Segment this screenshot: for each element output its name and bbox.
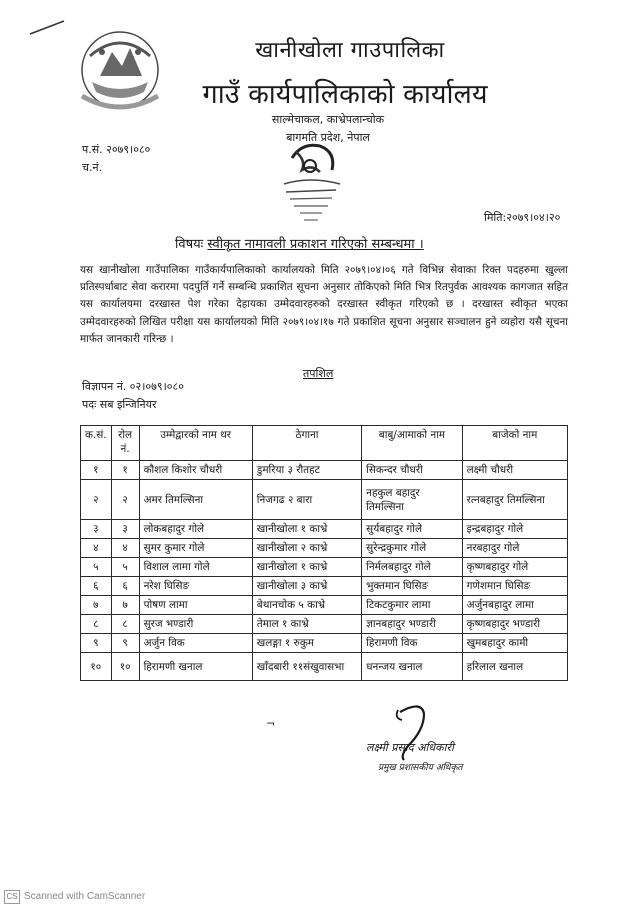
col-header-parent: बाबु/आमाको नाम: [362, 426, 462, 461]
address-line-1: साल्मेचाकल, काभ्रेपलान्चोक: [271, 113, 385, 126]
cell-candidate: नरेश घिसिङ: [139, 577, 252, 596]
col-header-roll: रोल नं.: [111, 426, 139, 461]
cell-roll: ७: [111, 596, 139, 615]
col-header-sn: क.सं.: [81, 426, 112, 461]
cell-candidate: विशाल लामा गोले: [139, 558, 252, 577]
cell-grandparent: अर्जुनबहादुर लामा: [462, 596, 567, 615]
post-name: पदः सब इन्जिनियर: [82, 398, 157, 411]
table-row: [81, 480, 568, 520]
cell-roll: ५: [111, 558, 139, 577]
stray-mark: ¬: [266, 717, 276, 730]
cell-candidate: लोकबहादुर गोले: [139, 520, 252, 539]
scanner-footer: [4, 890, 145, 904]
table-row: [81, 615, 568, 634]
cell-parent: निर्मलबहादुर गोले: [362, 558, 462, 577]
signatory-title: प्रमुख प्रशासकीय अधिकृत: [378, 763, 463, 773]
table-row: [81, 577, 568, 596]
cell-grandparent: लक्ष्मी चौधरी: [462, 461, 567, 480]
table-row: [81, 653, 568, 681]
cell-roll: १०: [111, 653, 139, 681]
cell-parent: सिकन्दर चौधरी: [362, 461, 462, 480]
cell-parent: सुरेन्द्रकुमार गोले: [362, 539, 462, 558]
cell-candidate: अर्जुन विक: [139, 634, 252, 653]
cell-grandparent: रत्नबहादुर तिमल्सिना: [462, 480, 567, 520]
letter-date: मिति:२०७९।०४।२०: [484, 211, 561, 224]
candidates-table: [80, 425, 568, 681]
table-row: [81, 634, 568, 653]
cell-sn: १०: [81, 653, 112, 681]
cell-address: खानीखोला ३ काभ्रे: [252, 577, 361, 596]
cell-sn: ७: [81, 596, 112, 615]
table-row: [81, 558, 568, 577]
cell-sn: ९: [81, 634, 112, 653]
cell-address: खानीखोला १ काभ्रे: [252, 520, 361, 539]
cell-grandparent: हरिलाल खनाल: [462, 653, 567, 681]
office-stamp-icon: [262, 136, 358, 228]
address-line-2: बागमति प्रदेश, नेपाल: [286, 131, 370, 144]
cell-grandparent: गणेशमान घिसिङ: [462, 577, 567, 596]
cell-sn: ६: [81, 577, 112, 596]
cell-address: बेथानचोक ५ काभ्रे: [252, 596, 361, 615]
dispatch-number: च.नं.: [82, 161, 103, 174]
table-row: [81, 461, 568, 480]
table-row: [81, 596, 568, 615]
subject-label: विषयः: [175, 237, 204, 252]
signatory-name: लक्ष्मी प्रसाद अधिकारी: [366, 741, 454, 754]
cell-parent: धनन्जय खनाल: [362, 653, 462, 681]
cell-sn: ४: [81, 539, 112, 558]
cell-candidate: हिरामणी खनाल: [139, 653, 252, 681]
subject-line: [175, 234, 424, 252]
table-header-row: [81, 426, 568, 461]
cell-candidate: कौशल किशोर चौधरी: [139, 461, 252, 480]
cell-roll: ८: [111, 615, 139, 634]
municipality-title: खानीखोला गाउपालिका: [255, 38, 445, 63]
cell-address: खलङ्गा १ रुकुम: [252, 634, 361, 653]
cell-sn: १: [81, 461, 112, 480]
cell-roll: ४: [111, 539, 139, 558]
cell-grandparent: कृष्णबहादुर गोले: [462, 558, 567, 577]
cell-parent: हिरामणी विक: [362, 634, 462, 653]
cell-candidate: सुरज भण्डारी: [139, 615, 252, 634]
cell-sn: २: [81, 480, 112, 520]
cell-roll: १: [111, 461, 139, 480]
reference-number: प.सं. २०७९।०८०: [82, 143, 151, 156]
cell-address: डुमरिया ३ रौतहट: [252, 461, 361, 480]
cell-grandparent: कृष्णबहादुर भण्डारी: [462, 615, 567, 634]
cell-roll: २: [111, 480, 139, 520]
table-row: [81, 520, 568, 539]
cell-roll: ६: [111, 577, 139, 596]
cell-address: तेमाल १ काभ्रे: [252, 615, 361, 634]
advertisement-number: विज्ञापन नं. ०२।०७९।०८०: [82, 380, 184, 393]
cell-candidate: अमर तिमल्सिना: [139, 480, 252, 520]
cell-parent: नहकुल बहादुर तिमल्सिना: [362, 480, 462, 520]
cell-candidate: सुमर कुमार गोले: [139, 539, 252, 558]
cell-grandparent: नरबहादुर गोले: [462, 539, 567, 558]
notice-body: यस खानीखोला गाउँपालिका गाउँकार्यपालिकाको कार्यालयको मिति २०७९।०४।०६ गते विभिन्न सेवाका रिक्त पदहरुमा खुल्ला प्रतिस्पर्धाबाट सेवा करारमा पदपुर्ति गर्ने सम्बन्धि प्रकाशित सूचना अनुसार तोकिएको मिति भित्र रितपुर्वक आवश्यक कागजात सहित यस कार्यालयमा दरखास्त पेश गरेका देहायका उम्मेदवारहरुको दरखास्त स्वीकृत गरिएको छ । दरखास्त स्वीकृत भएका उम्मेदवारहरुको लिखित परीक्षा यस कार्यालयको मिति २०७९।०४।१७ गते प्रकाशित सूचना अनुसार सञ्चालन हुने व्यहोरा यसै सूचना मार्फत जानकारी गरिन्छ ।: [80, 264, 568, 345]
cell-address: खानीखोला १ काभ्रे: [252, 558, 361, 577]
cell-candidate: पोषण लामा: [139, 596, 252, 615]
signature-scribble-icon: [378, 698, 458, 768]
table-row: [81, 539, 568, 558]
pen-mark: [28, 18, 68, 38]
cell-parent: भुक्तमान घिसिङ: [362, 577, 462, 596]
col-header-address: ठेगाना: [252, 426, 361, 461]
cell-roll: ९: [111, 634, 139, 653]
cell-address: खाँदबारी ११संखुवासभा: [252, 653, 361, 681]
cell-sn: ३: [81, 520, 112, 539]
cell-sn: ८: [81, 615, 112, 634]
cell-grandparent: खुमबहादुर कामी: [462, 634, 567, 653]
cell-parent: ज्ञानबहादुर भण्डारी: [362, 615, 462, 634]
cell-parent: सुर्यबहादुर गोले: [362, 520, 462, 539]
office-title: गाउँ कार्यपालिकाको कार्यालय: [202, 79, 488, 110]
cell-address: खानीखोला २ काभ्रे: [252, 539, 361, 558]
subject-text: स्वीकृत नामावली प्रकाशन गरिएको सम्बन्धमा ।: [207, 237, 424, 252]
col-header-candidate: उम्मेद्वारको नाम थर: [139, 426, 252, 461]
cell-roll: ३: [111, 520, 139, 539]
schedule-heading: तपशिल: [303, 367, 334, 380]
cell-address: निजगढ २ बारा: [252, 480, 361, 520]
cell-parent: टिकटकुमार लामा: [362, 596, 462, 615]
col-header-grandparent: बाजेको नाम: [462, 426, 567, 461]
cell-grandparent: इन्द्रबहादुर गोले: [462, 520, 567, 539]
camscanner-logo-icon: CS: [4, 890, 20, 904]
cell-sn: ५: [81, 558, 112, 577]
scanner-footer-text: Scanned with CamScanner: [24, 891, 146, 902]
